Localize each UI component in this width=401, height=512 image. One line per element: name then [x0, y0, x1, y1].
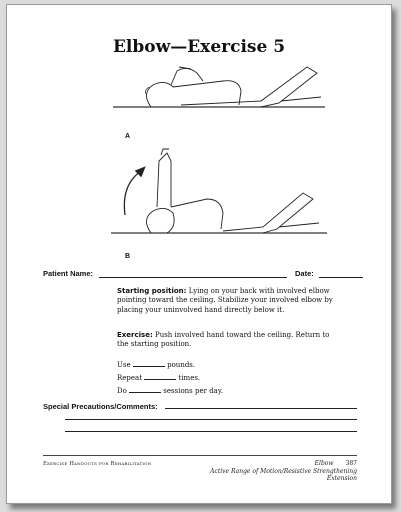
- precautions-line-1[interactable]: [165, 400, 357, 409]
- date-field[interactable]: [319, 269, 363, 278]
- starting-position-heading: Starting position:: [117, 287, 187, 295]
- illustration-b: [107, 147, 343, 247]
- precautions-line-2[interactable]: [65, 411, 357, 420]
- sessions-field[interactable]: [129, 385, 161, 393]
- use-prefix: Use: [117, 361, 131, 369]
- repeat-field[interactable]: [144, 372, 176, 380]
- page-number: 387: [345, 460, 357, 467]
- starting-position-text: [117, 287, 333, 315]
- patient-name-label: Patient Name:: [43, 269, 94, 278]
- precautions-label: Special Precautions/Comments:: [43, 402, 158, 411]
- date-label: Date:: [295, 269, 314, 278]
- do-suffix: sessions per day.: [163, 387, 224, 395]
- dosage-use-line: [117, 359, 195, 369]
- footer-section-info: [177, 460, 357, 483]
- dosage-sessions-line: [117, 385, 223, 395]
- dosage-repeat-line: [117, 372, 200, 382]
- use-suffix: pounds.: [167, 361, 196, 369]
- exercise-heading: Exercise:: [117, 331, 153, 339]
- footer-book-title: Exercise Handouts for Rehabilitation: [43, 461, 152, 467]
- footer-subtitle: Active Range of Motion/Resistive Strengthening: [210, 467, 357, 475]
- figure-label-b: B: [125, 253, 131, 260]
- footer-rule: [43, 455, 357, 456]
- repeat-prefix: Repeat: [117, 374, 143, 382]
- precautions-line-3[interactable]: [65, 423, 357, 432]
- page-title: Elbow—Exercise 5: [112, 37, 286, 57]
- patient-name-field[interactable]: [99, 269, 287, 278]
- handout-page: [6, 4, 392, 504]
- do-prefix: Do: [117, 387, 127, 395]
- exercise-body: Push involved hand toward the ceiling. Return to the starting position.: [117, 331, 330, 349]
- footer-section-name: Elbow: [314, 460, 334, 467]
- illustration-a: [111, 61, 341, 133]
- footer-exercise-type: Extension: [326, 475, 357, 483]
- starting-position-body: Lying on your back with involved elbow pointing toward the ceiling. Stabilize your involved elbow by placing your uninvolved hand directly below it.: [117, 287, 333, 314]
- pounds-field[interactable]: [133, 359, 165, 367]
- figure-label-a: A: [125, 133, 131, 140]
- repeat-suffix: times.: [178, 374, 201, 382]
- exercise-text: [117, 331, 333, 350]
